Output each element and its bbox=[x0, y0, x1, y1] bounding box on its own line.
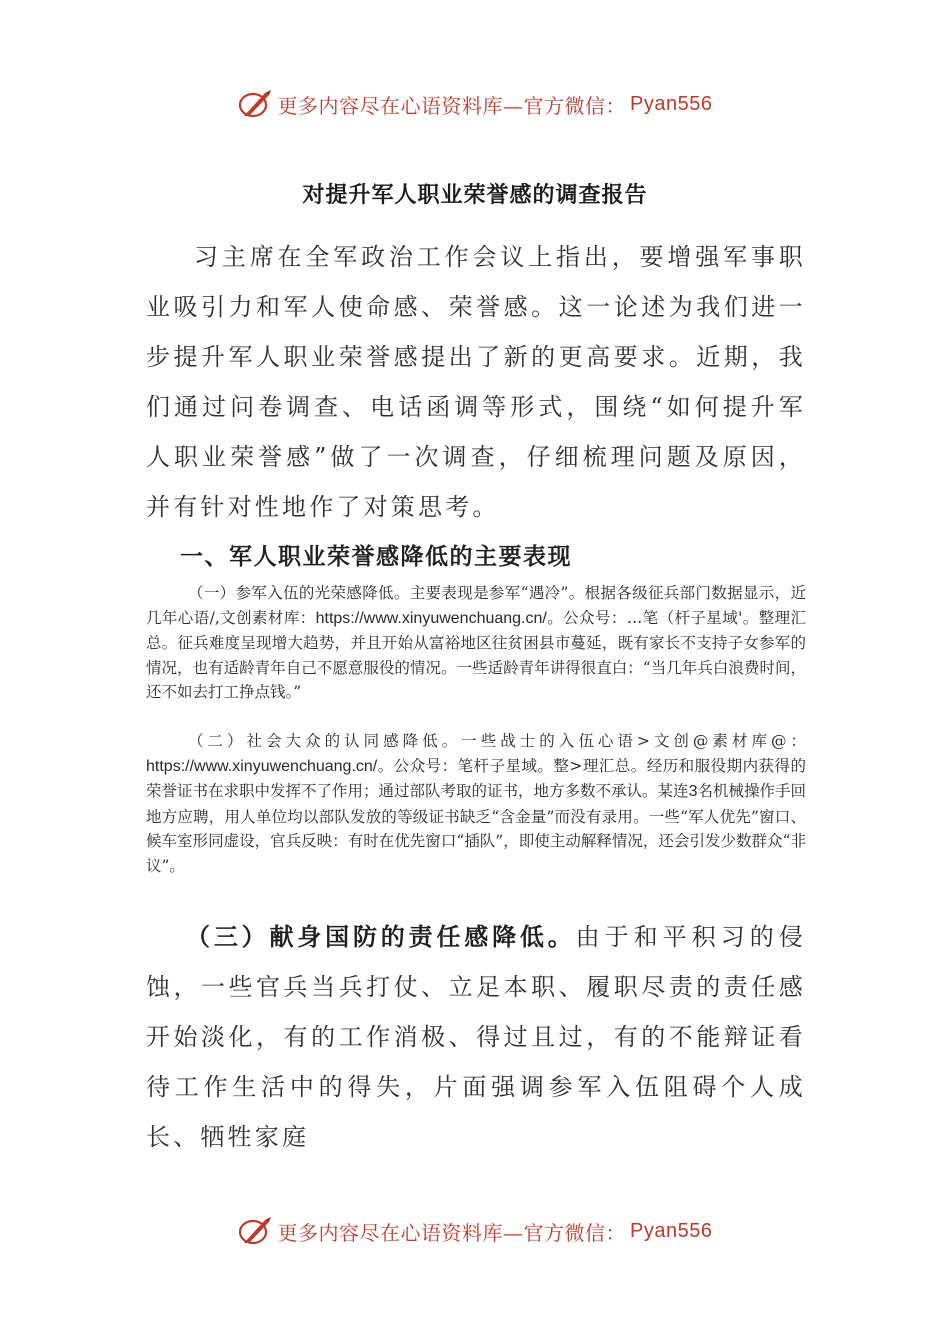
item-2-text-a: （二）社会大众的认同感降低。一些战士的入伍心语>文创@素材库@： bbox=[188, 732, 806, 750]
footer-watermark bbox=[0, 1211, 950, 1251]
header-watermark bbox=[0, 84, 950, 124]
watermark-brand-footer bbox=[238, 1216, 713, 1246]
item-3-lead: （三）献身国防的责任感降低。 bbox=[186, 923, 576, 951]
item-3-body: 由于和平积习的侵蚀，一些官兵当兵打仗、立足本职、履职尽责的责任感开始淡化，有的工作消极、得过且过，有的不能辩证看待工作生活中的得失，片面强调参军入伍阻碍个人成长、牺牲家庭 bbox=[146, 923, 806, 1151]
item-1-paragraph bbox=[146, 581, 806, 705]
item-3-paragraph bbox=[146, 912, 806, 1162]
item-1-text-a: （一）参军入伍的光荣感降低。主要表现是参军“遇冷”。根据各级征兵部门数据显示，近几年心语/,文创素材库： bbox=[146, 584, 806, 627]
quill-pen-icon bbox=[238, 89, 272, 119]
item-2-number: 3 bbox=[688, 783, 698, 801]
item-2-text-b: 。公众号：笔杆子星域。整>理汇总。经历和服役期内获得的荣誉证书在求职中发挥不了作用；通过部队考取的证书，地方多数不承认。某连 bbox=[146, 756, 806, 801]
watermark-id: Pyan556 bbox=[630, 92, 713, 115]
item-2-url: https://www.xinyuwenchuang.cn/ bbox=[146, 757, 378, 775]
intro-paragraph: 习主席在全军政治工作会议上指出，要增强军事职业吸引力和军人使命感、荣誉感。这一论述为我们进一步提升军人职业荣誉感提出了新的更高要求。近期，我们通过问卷调查、电话函调等形式，围绕“如何提升军人职业荣誉感”做了一次调查，仔细梳理问题及原因，并有针对性地作了对策思考。 bbox=[146, 243, 806, 521]
item-1-text-b: 。公众号：…笔（杆子星域'。整理汇总。征兵难度呈现增大趋势，并且开始从富裕地区往贫困县市蔓延，既有家长不支持子女参军的情况，也有适龄青年自己不愿意服役的情况。一些适龄青年讲得很直白：“当几年兵白浪费时间，还不如去打工挣点钱。” bbox=[146, 608, 806, 702]
document-title: 对提升军人职业荣誉感的调查报告 bbox=[302, 183, 648, 208]
watermark-brand bbox=[238, 89, 713, 119]
item-1-url: https://www.xinyuwenchuang.cn/ bbox=[315, 609, 547, 627]
item-2-paragraph bbox=[146, 729, 806, 879]
quill-pen-icon bbox=[238, 1216, 272, 1246]
section-heading: 一、军人职业荣誉感降低的主要表现 bbox=[180, 544, 572, 570]
watermark-text-footer: 更多内容尽在心语资料库—官方微信： bbox=[277, 1220, 627, 1245]
watermark-id-footer: Pyan556 bbox=[630, 1219, 713, 1242]
watermark-text: 更多内容尽在心语资料库—官方微信： bbox=[277, 93, 627, 118]
item-2-text-c: 名机械操作手回地方应聘，用人单位均以部队发放的等级证书缺乏“含金量”而没有录用。一些“军人优先”窗口、候车室形同虚设，官兵反映：有时在优先窗口“插队”，即使主动解释情况，还会引发少数群众“非议”。 bbox=[146, 782, 806, 875]
